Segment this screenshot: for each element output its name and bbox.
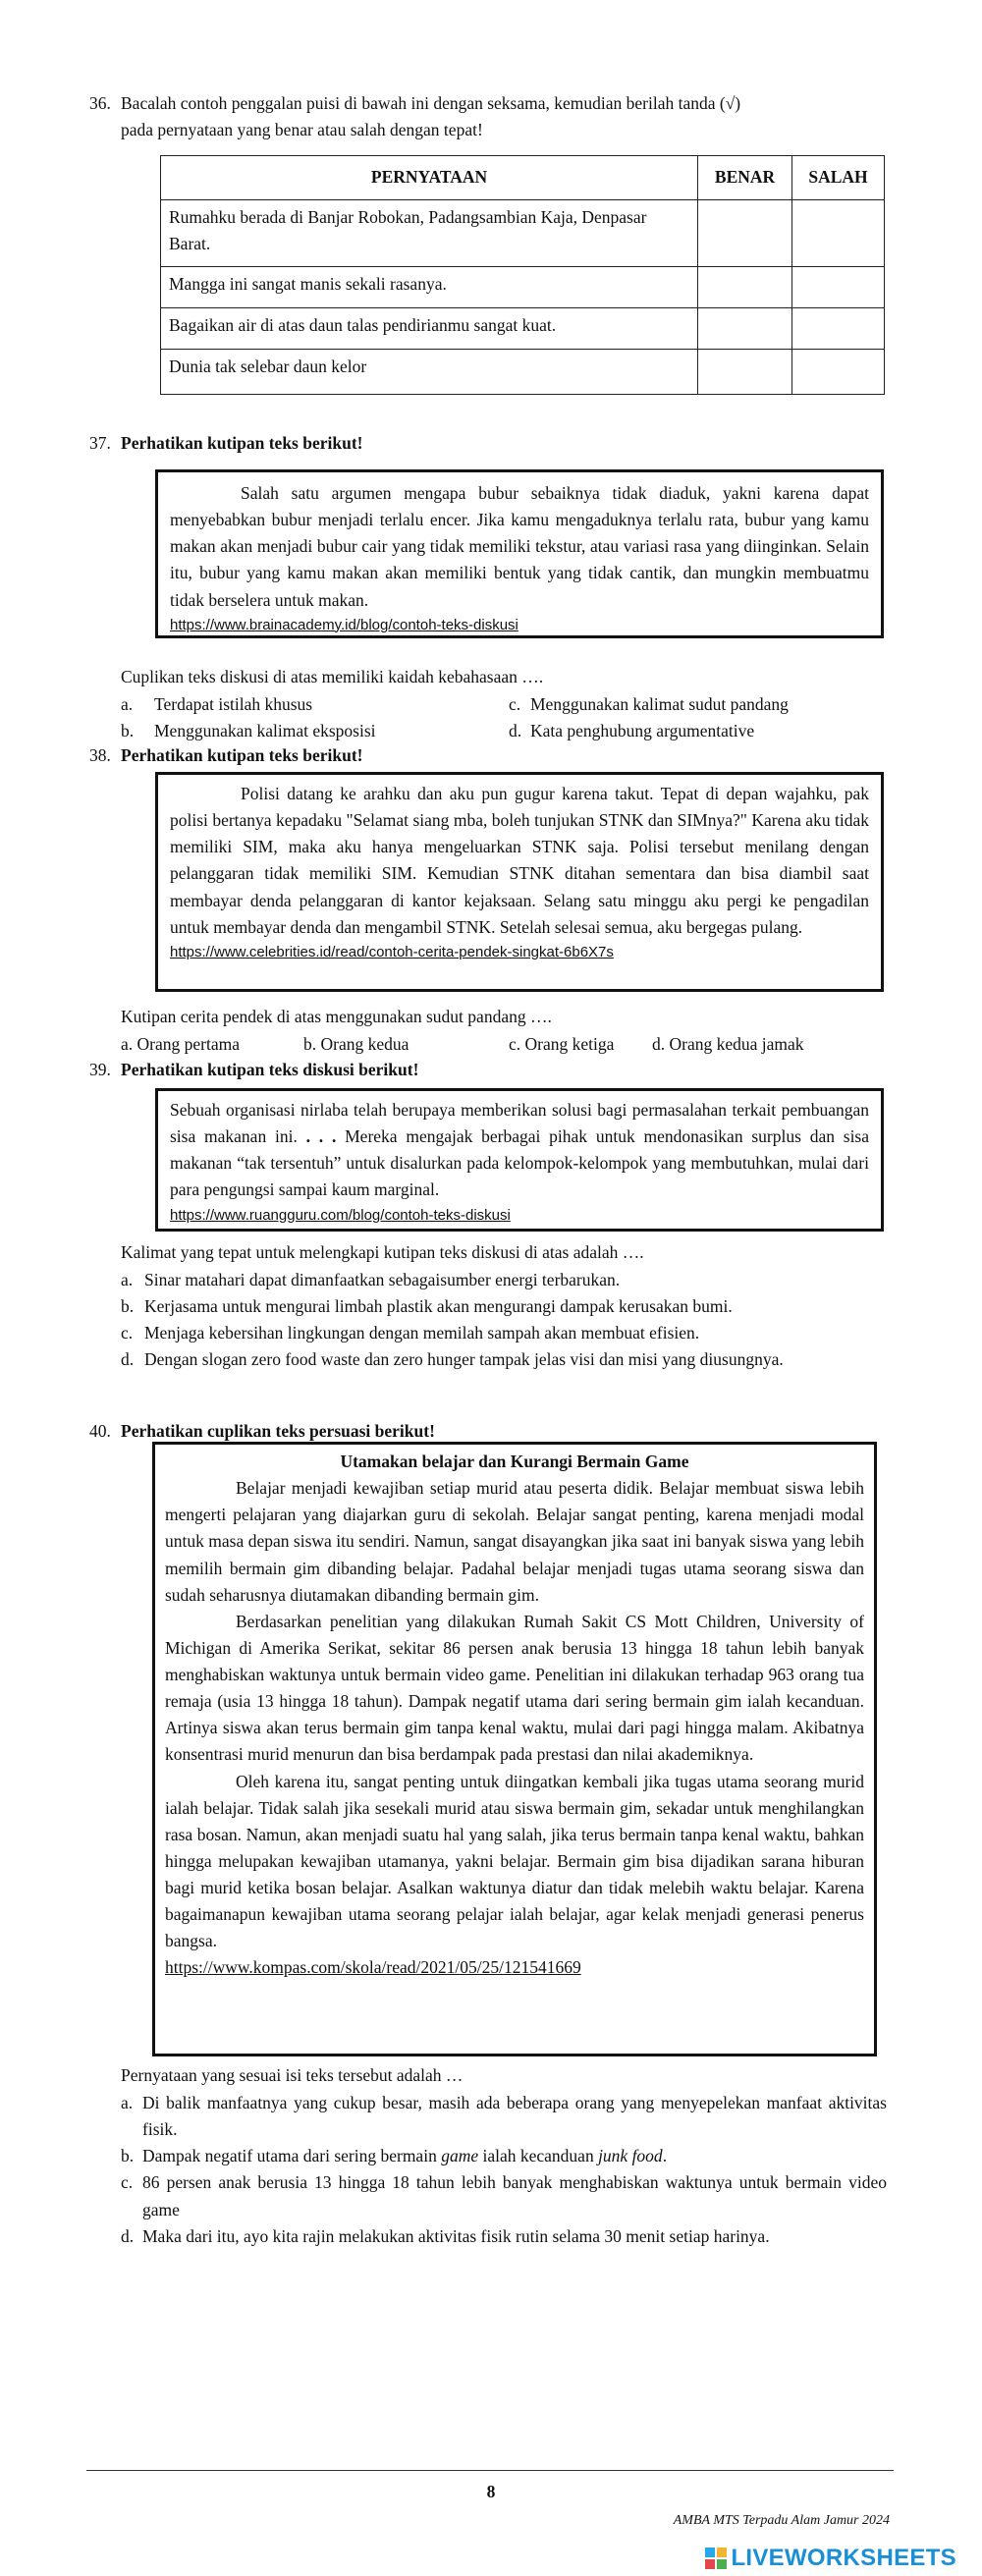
false-cell[interactable] [792,200,885,267]
option-b-letter: b. [121,721,135,740]
question-prompt: Kalimat yang tepat untuk melengkapi kutipan teks diskusi di atas adalah …. [121,1242,644,1262]
question-number: 40. [89,1421,111,1441]
table-header-row [161,156,885,200]
option-c[interactable]: c. 86 persen anak berusia 13 hingga 18 tahun lebih banyak menghabiskan waktunya untuk bermain video game [121,2172,887,2220]
passage-box [152,1442,877,2056]
option-c-letter: c. [509,694,521,714]
options-37 [121,691,887,744]
question-instruction: Bacalah contoh penggalan puisi di bawah ini dengan seksama, kemudian berilah tanda (√) pada pernyataan yang benar atau salah dengan tepat! [121,93,741,140]
true-cell[interactable] [698,308,792,350]
option-d[interactable]: d. Orang kedua jamak [652,1034,804,1054]
question-36 [89,90,887,143]
passage-text: Sebuah organisasi nirlaba telah berupaya memberikan solusi bagi permasalahan terkait pembuangan sisa makanan ini. . . . Mereka mengajak berbagai pihak untuk mendonasikan surplus dan sisa makanan “tak tersentuh” untuk disalurkan pada kelompok-kelompok yang membutuhkan, mulai dari para pengungsi sampai kaum marginal. [170,1100,870,1200]
passage-title: Utamakan belajar dan Kurangi Bermain Game [340,1452,689,1471]
liveworksheets-wordmark: LIVEWORKSHEETS [731,2545,956,2571]
statement-table [160,155,885,395]
passage-paragraph: Oleh karena itu, sangat penting untuk diingatkan kembali jika tugas utama seorang murid ialah belajar. Tidak salah jika sesekali murid atau siswa bermain gim, sekadar untuk menghilangkan rasa bosan. Namun, akan menjadi suatu hal yang salah, jika terus bermain tanpa kenal waktu, bahkan hingga melupakan kewajiban utamanya, yakni belajar. Bermain gim bisa dijadikan sarana hiburan bagi murid ketika bosan belajar. Asalkan waktunya diatur dan tidak melebih waktu belajar. Karena bagaimanapun kewajiban utama seorang pelajar ialah belajar, agar kelak menjadi generasi penerus bangsa. [165,1771,864,1951]
options-38 [121,1031,887,1058]
source-link[interactable]: https://www.brainacademy.id/blog/contoh-teks-diskusi [170,616,518,633]
statement-text: Bagaikan air di atas daun talas pendirianmu sangat kuat. [161,308,698,350]
true-cell[interactable] [698,267,792,308]
option-a[interactable]: a. Sinar matahari dapat dimanfaatkan sebagaisumber energi terbarukan. [121,1270,621,1289]
option-d[interactable]: Kata penghubung argumentative [530,721,755,740]
footer-divider [86,2470,894,2471]
question-number: 39. [89,1060,111,1079]
question-number: 36. [89,93,111,113]
passage-box [155,772,884,992]
question-prompt: Kutipan cerita pendek di atas menggunakan sudut pandang …. [121,1007,552,1026]
question-number: 38. [89,745,111,765]
false-cell[interactable] [792,350,885,395]
passage-text: Polisi datang ke arahku dan aku pun gugur karena takut. Tepat di depan wajahku, pak polisi bertanya kepadaku "Selamat siang mba, boleh tunjukan STNK dan SIMnya?" Karena aku tidak memiliki SIM, maka aku hanya mengeluarkan STNK saja. Polisi tersebut menilang dengan pelanggaran tidak memiliki SIM. Kemudian STNK ditahan sementara dan bisa diambil saat membayar denda pelanggaran di kantor kejaksaan. Selang satu minggu aku pergi ke pengadilan untuk membayar denda dan mengambil STNK. Setelah selesai semua, aku bergegas pulang. [170,784,869,937]
question-prompt: Pernyataan yang sesuai isi teks tersebut adalah … [121,2065,464,2085]
statement-text: Rumahku berada di Banjar Robokan, Padangsambian Kaja, Denpasar Barat. [161,200,698,267]
passage-box [155,469,884,638]
question-39 [89,1057,887,1083]
statement-text: Mangga ini sangat manis sekali rasanya. [161,267,698,308]
question-prompt: Cuplikan teks diskusi di atas memiliki kaidah kebahasaan …. [121,667,544,686]
source-link[interactable]: https://www.ruangguru.com/blog/contoh-teks-diskusi [170,1206,511,1224]
passage-paragraph: Berdasarkan penelitian yang dilakukan Rumah Sakit CS Mott Children, University of Michigan di Amerika Serikat, sekitar 86 persen anak berusia 13 hingga 18 tahun lebih banyak menghabiskan waktunya untuk bermain video game. Penelitian ini dilakukan terhadap 963 orang tua remaja (usia 13 hingga 18 tahun). Dampak negatif utama dari sering bermain gim ialah kecanduan. Artinya siswa akan terus bermain gim tanpa kenal waktu, mulai dari pagi hingga malam. Akibatnya konsentrasi murid menurun dan bisa berdampak pada prestasi dan nilai akademiknya. [165,1611,864,1765]
page-number: 8 [486,2482,496,2501]
question-title: Perhatikan kutipan teks berikut! [121,745,363,765]
question-number: 37. [89,433,111,453]
false-cell[interactable] [792,308,885,350]
liveworksheets-logo-icon [705,2548,727,2569]
option-b[interactable]: Menggunakan kalimat eksposisi [154,721,376,740]
header-true: BENAR [698,156,792,200]
table-row [161,267,885,308]
option-d-letter: d. [509,721,522,740]
statement-text: Dunia tak selebar daun kelor [161,350,698,395]
option-b[interactable]: b. Orang kedua [303,1034,409,1054]
passage-paragraph: Belajar menjadi kewajiban setiap murid atau peserta didik. Belajar membuat siswa lebih mengerti pelajaran yang diajarkan guru di sekolah. Belajar sangat penting, karena menjadi modal untuk masa depan siswa itu sendiri. Namun, sangat disayangkan jika saat ini banyak siswa yang lebih memilih bermain gim dibanding belajar. Padahal belajar menjadi tugas utama seorang siswa dan sudah seharusnya diutamakan dibanding bermain gim. [165,1478,864,1605]
table-row [161,308,885,350]
passage-text: Salah satu argumen mengapa bubur sebaiknya tidak diaduk, yakni karena dapat menyebabkan bubur menjadi terlalu encer. Jika kamu mengaduknya terlalu rata, bubur yang kamu makan akan menjadi bubur cair yang tidak memiliki tekstur, atau variasi rasa yang diinginkan. Selain itu, bubur yang kamu makan akan memiliki bentuk yang tidak cantik, dan mungkin membuatmu tidak berselera untuk makan. [170,483,869,610]
question-title: Perhatikan cuplikan teks persuasi berikut! [121,1421,435,1441]
question-title: Perhatikan kutipan teks berikut! [121,433,363,453]
table-row [161,350,885,395]
option-a[interactable]: a. Di balik manfaatnya yang cukup besar, masih ada beberapa orang yang menyepelekan manfaat aktivitas fisik. [121,2093,887,2140]
header-false: SALAH [792,156,885,200]
options-39 [121,1267,887,1374]
question-38 [89,742,887,769]
option-c[interactable]: Menggunakan kalimat sudut pandang [530,694,789,714]
question-title: Perhatikan kutipan teks diskusi berikut! [121,1060,419,1079]
blank-ellipsis: . . . [305,1126,337,1147]
option-c[interactable]: c. Menjaga kebersihan lingkungan dengan memilah sampah akan membuat efisien. [121,1323,700,1343]
false-cell[interactable] [792,267,885,308]
question-37 [89,430,887,457]
option-b[interactable]: b. Dampak negatif utama dari sering bermain game ialah kecanduan junk food. [121,2146,668,2166]
option-c[interactable]: c. Orang ketiga [509,1034,615,1054]
option-b[interactable]: b. Kerjasama untuk mengurai limbah plastik akan mengurangi dampak kerusakan bumi. [121,1296,733,1317]
school-footer: AMBA MTS Terpadu Alam Jamur 2024 [673,2513,890,2528]
option-a[interactable]: Terdapat istilah khusus [154,694,313,714]
true-cell[interactable] [698,350,792,395]
liveworksheets-logo[interactable] [705,2540,956,2576]
option-a-letter: a. [121,694,134,714]
passage-box [155,1088,884,1232]
table-row [161,200,885,267]
option-a[interactable]: a. Orang pertama [121,1034,240,1054]
source-link[interactable]: https://www.celebrities.id/read/contoh-cerita-pendek-singkat-6b6X7s [170,943,614,960]
true-cell[interactable] [698,200,792,267]
option-d[interactable]: d. Maka dari itu, ayo kita rajin melakukan aktivitas fisik rutin selama 30 menit setiap harinya. [121,2225,770,2246]
options-40 [121,2090,887,2250]
header-statement: PERNYATAAN [161,156,698,200]
option-d[interactable]: d. Dengan slogan zero food waste dan zero hunger tampak jelas visi dan misi yang diusungnya. [121,1349,784,1370]
source-link[interactable]: https://www.kompas.com/skola/read/2021/05/25/121541669 [165,1957,581,1978]
